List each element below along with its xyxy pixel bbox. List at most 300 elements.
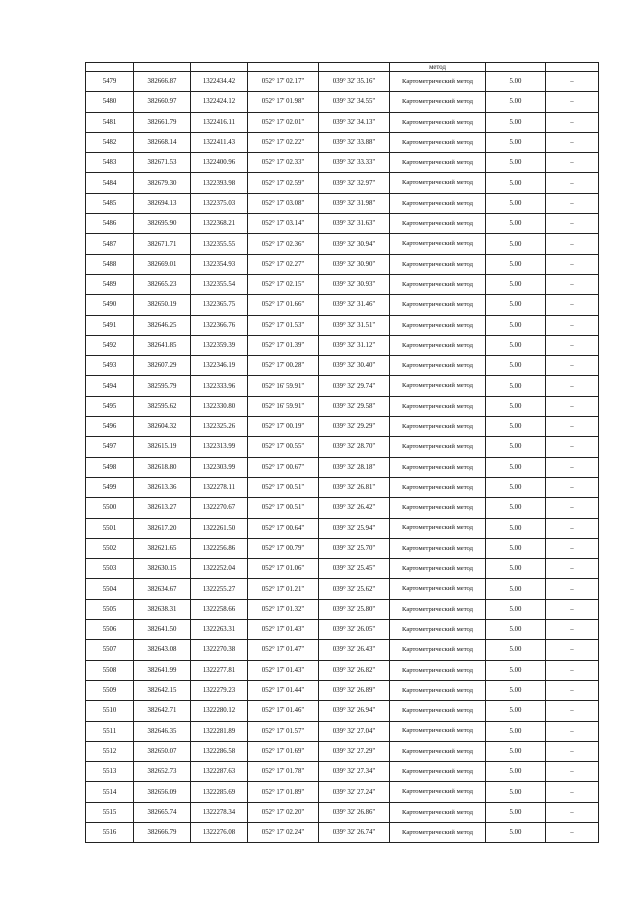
longitude-cell: 039° 32' 28.70" [319,437,390,457]
longitude-cell: 039° 32' 31.98" [319,193,390,213]
point-number-cell: 5486 [86,214,134,234]
longitude-cell: 039° 32' 25.45" [319,559,390,579]
coordinate-y-cell: 1322355.55 [191,234,248,254]
point-number-cell: 5488 [86,254,134,274]
table-row [86,477,599,497]
method-cell: Картометрический метод [390,376,486,396]
point-number-cell: 5500 [86,498,134,518]
longitude-cell: 039° 32' 25.80" [319,599,390,619]
coordinate-y-cell: 1322256.86 [191,538,248,558]
latitude-cell: 052° 17' 02.17" [248,72,319,92]
latitude-cell: 052° 17' 03.14" [248,214,319,234]
table-row [86,376,599,396]
latitude-cell: 052° 17' 02.22" [248,132,319,152]
method-cell: Картометрический метод [390,620,486,640]
latitude-cell: 052° 17' 00.79" [248,538,319,558]
coordinate-y-cell: 1322434.42 [191,72,248,92]
coordinate-x-cell: 382694.13 [134,193,191,213]
note-cell: – [546,721,599,741]
coordinate-y-cell: 1322416.11 [191,112,248,132]
coordinate-y-cell: 1322277.81 [191,660,248,680]
table-row [86,315,599,335]
method-cell: Картометрический метод [390,132,486,152]
accuracy-cell: 5.00 [486,741,546,761]
method-cell: Картометрический метод [390,457,486,477]
coordinate-x-cell: 382656.09 [134,782,191,802]
point-number-cell: 5510 [86,701,134,721]
method-cell: Картометрический метод [390,295,486,315]
table-row [86,254,599,274]
method-cell: Картометрический метод [390,112,486,132]
point-number-cell: 5483 [86,153,134,173]
method-cell: Картометрический метод [390,72,486,92]
note-cell: – [546,599,599,619]
method-cell: Картометрический метод [390,153,486,173]
coordinate-y-cell: 1322355.54 [191,274,248,294]
method-cell: Картометрический метод [390,741,486,761]
longitude-cell: 039° 32' 25.94" [319,518,390,538]
longitude-cell: 039° 32' 26.74" [319,822,390,842]
accuracy-cell: 5.00 [486,457,546,477]
longitude-cell: 039° 32' 31.51" [319,315,390,335]
accuracy-cell: 5.00 [486,599,546,619]
coordinate-x-cell: 382613.27 [134,498,191,518]
table-row [86,538,599,558]
table-row [86,335,599,355]
coordinate-x-cell: 382641.85 [134,335,191,355]
point-number-cell: 5487 [86,234,134,254]
accuracy-cell: 5.00 [486,538,546,558]
latitude-cell: 052° 17' 01.69" [248,741,319,761]
point-number-cell: 5514 [86,782,134,802]
coordinate-y-cell: 1322279.23 [191,680,248,700]
longitude-cell: 039° 32' 26.05" [319,620,390,640]
longitude-cell: 039° 32' 27.24" [319,782,390,802]
point-number-cell: 5485 [86,193,134,213]
note-cell: – [546,620,599,640]
method-cell: Картометрический метод [390,721,486,741]
coordinate-y-cell: 1322333.96 [191,376,248,396]
method-cell: Картометрический метод [390,660,486,680]
note-cell: – [546,274,599,294]
longitude-cell: 039° 32' 26.43" [319,640,390,660]
accuracy-cell: 5.00 [486,112,546,132]
coordinate-y-cell: 1322313.99 [191,437,248,457]
point-number-cell: 5497 [86,437,134,457]
latitude-cell: 052° 17' 00.51" [248,477,319,497]
note-cell: – [546,92,599,112]
table-row [86,295,599,315]
coordinate-y-cell: 1322285.69 [191,782,248,802]
coordinate-x-cell: 382666.79 [134,822,191,842]
coordinate-y-cell: 1322359.39 [191,335,248,355]
coordinate-y-cell: 1322365.75 [191,295,248,315]
coordinate-y-cell: 1322261.50 [191,518,248,538]
carry-over-cell-lon [319,63,390,72]
method-cell: Картометрический метод [390,437,486,457]
note-cell: – [546,193,599,213]
note-cell: – [546,741,599,761]
accuracy-cell: 5.00 [486,153,546,173]
method-cell: Картометрический метод [390,599,486,619]
latitude-cell: 052° 17' 01.98" [248,92,319,112]
latitude-cell: 052° 17' 01.21" [248,579,319,599]
accuracy-cell: 5.00 [486,802,546,822]
latitude-cell: 052° 17' 02.36" [248,234,319,254]
coordinate-x-cell: 382642.71 [134,701,191,721]
accuracy-cell: 5.00 [486,680,546,700]
accuracy-cell: 5.00 [486,214,546,234]
method-cell: Картометрический метод [390,559,486,579]
table-row [86,457,599,477]
coordinate-y-cell: 1322278.34 [191,802,248,822]
coordinate-y-cell: 1322424.12 [191,92,248,112]
accuracy-cell: 5.00 [486,660,546,680]
latitude-cell: 052° 17' 01.66" [248,295,319,315]
coordinate-y-cell: 1322393.98 [191,173,248,193]
coordinate-x-cell: 382671.71 [134,234,191,254]
table-row [86,559,599,579]
coordinate-x-cell: 382630.15 [134,559,191,579]
accuracy-cell: 5.00 [486,559,546,579]
method-cell: Картометрический метод [390,680,486,700]
longitude-cell: 039° 32' 29.74" [319,376,390,396]
point-number-cell: 5501 [86,518,134,538]
latitude-cell: 052° 17' 00.67" [248,457,319,477]
coordinate-x-cell: 382621.65 [134,538,191,558]
method-cell: Картометрический метод [390,396,486,416]
longitude-cell: 039° 32' 27.34" [319,762,390,782]
note-cell: – [546,153,599,173]
longitude-cell: 039° 32' 25.62" [319,579,390,599]
coordinate-y-cell: 1322252.04 [191,559,248,579]
latitude-cell: 052° 17' 03.08" [248,193,319,213]
table-row [86,680,599,700]
table-row [86,822,599,842]
note-cell: – [546,396,599,416]
table-row [86,437,599,457]
accuracy-cell: 5.00 [486,132,546,152]
longitude-cell: 039° 32' 29.29" [319,417,390,437]
longitude-cell: 039° 32' 29.58" [319,396,390,416]
accuracy-cell: 5.00 [486,396,546,416]
method-cell: Картометрический метод [390,315,486,335]
table-row [86,234,599,254]
coordinate-x-cell: 382660.97 [134,92,191,112]
latitude-cell: 052° 16' 59.91" [248,396,319,416]
latitude-cell: 052° 17' 02.24" [248,822,319,842]
accuracy-cell: 5.00 [486,356,546,376]
coordinate-y-cell: 1322286.58 [191,741,248,761]
accuracy-cell: 5.00 [486,315,546,335]
latitude-cell: 052° 17' 01.46" [248,701,319,721]
coordinate-x-cell: 382638.31 [134,599,191,619]
accuracy-cell: 5.00 [486,173,546,193]
coordinate-x-cell: 382665.23 [134,274,191,294]
method-cell: Картометрический метод [390,356,486,376]
coordinate-y-cell: 1322270.67 [191,498,248,518]
point-number-cell: 5512 [86,741,134,761]
note-cell: – [546,234,599,254]
coordinate-y-cell: 1322325.26 [191,417,248,437]
table-row [86,802,599,822]
note-cell: – [546,132,599,152]
accuracy-cell: 5.00 [486,498,546,518]
method-cell: Картометрический метод [390,193,486,213]
method-cell: Картометрический метод [390,214,486,234]
note-cell: – [546,782,599,802]
point-number-cell: 5498 [86,457,134,477]
method-cell: Картометрический метод [390,538,486,558]
method-cell: Картометрический метод [390,802,486,822]
point-number-cell: 5506 [86,620,134,640]
coordinate-y-cell: 1322346.19 [191,356,248,376]
method-cell: Картометрический метод [390,234,486,254]
method-cell: Картометрический метод [390,579,486,599]
note-cell: – [546,315,599,335]
method-cell: Картометрический метод [390,762,486,782]
coordinate-x-cell: 382643.08 [134,640,191,660]
table-row [86,396,599,416]
coordinate-y-cell: 1322287.63 [191,762,248,782]
longitude-cell: 039° 32' 33.88" [319,132,390,152]
accuracy-cell: 5.00 [486,721,546,741]
table-row [86,701,599,721]
point-number-cell: 5504 [86,579,134,599]
latitude-cell: 052° 17' 01.44" [248,680,319,700]
note-cell: – [546,112,599,132]
note-cell: – [546,457,599,477]
latitude-cell: 052° 17' 00.64" [248,518,319,538]
table-row [86,640,599,660]
table-row [86,518,599,538]
table-row [86,498,599,518]
longitude-cell: 039° 32' 35.16" [319,72,390,92]
longitude-cell: 039° 32' 31.63" [319,214,390,234]
carry-over-cell-number [86,63,134,72]
table-row [86,620,599,640]
note-cell: – [546,356,599,376]
note-cell: – [546,498,599,518]
method-cell: Картометрический метод [390,417,486,437]
method-cell: Картометрический метод [390,701,486,721]
coordinate-x-cell: 382617.20 [134,518,191,538]
point-number-cell: 5492 [86,335,134,355]
latitude-cell: 052° 17' 01.32" [248,599,319,619]
accuracy-cell: 5.00 [486,620,546,640]
carry-over-cell-note [546,63,599,72]
accuracy-cell: 5.00 [486,579,546,599]
table-row [86,741,599,761]
table-row [86,214,599,234]
point-number-cell: 5499 [86,477,134,497]
latitude-cell: 052° 17' 01.53" [248,315,319,335]
note-cell: – [546,335,599,355]
coordinate-x-cell: 382646.25 [134,315,191,335]
coordinate-x-cell: 382679.30 [134,173,191,193]
latitude-cell: 052° 17' 01.57" [248,721,319,741]
coordinate-x-cell: 382615.19 [134,437,191,457]
coordinate-x-cell: 382613.36 [134,477,191,497]
coordinate-x-cell: 382642.15 [134,680,191,700]
coordinate-y-cell: 1322368.21 [191,214,248,234]
document-page [85,62,598,843]
longitude-cell: 039° 32' 34.13" [319,112,390,132]
method-cell: Картометрический метод [390,822,486,842]
accuracy-cell: 5.00 [486,822,546,842]
note-cell: – [546,701,599,721]
note-cell: – [546,762,599,782]
latitude-cell: 052° 17' 01.78" [248,762,319,782]
coordinate-x-cell: 382634.67 [134,579,191,599]
coordinate-y-cell: 1322258.66 [191,599,248,619]
point-number-cell: 5491 [86,315,134,335]
latitude-cell: 052° 17' 00.19" [248,417,319,437]
latitude-cell: 052° 16' 59.91" [248,376,319,396]
note-cell: – [546,437,599,457]
table-row [86,112,599,132]
longitude-cell: 039° 32' 32.97" [319,173,390,193]
accuracy-cell: 5.00 [486,701,546,721]
coordinate-y-cell: 1322270.38 [191,640,248,660]
note-cell: – [546,477,599,497]
coordinate-y-cell: 1322400.96 [191,153,248,173]
longitude-cell: 039° 32' 30.90" [319,254,390,274]
table-row [86,92,599,112]
coordinate-x-cell: 382650.07 [134,741,191,761]
accuracy-cell: 5.00 [486,92,546,112]
coordinates-table [85,62,599,843]
point-number-cell: 5494 [86,376,134,396]
accuracy-cell: 5.00 [486,782,546,802]
accuracy-cell: 5.00 [486,274,546,294]
latitude-cell: 052° 17' 01.47" [248,640,319,660]
accuracy-cell: 5.00 [486,437,546,457]
table-row [86,153,599,173]
carry-over-row [86,63,599,72]
coordinates-table-body [86,63,599,843]
table-row [86,72,599,92]
note-cell: – [546,518,599,538]
point-number-cell: 5516 [86,822,134,842]
accuracy-cell: 5.00 [486,193,546,213]
accuracy-cell: 5.00 [486,254,546,274]
longitude-cell: 039° 32' 26.42" [319,498,390,518]
point-number-cell: 5513 [86,762,134,782]
accuracy-cell: 5.00 [486,376,546,396]
coordinate-y-cell: 1322354.93 [191,254,248,274]
table-row [86,356,599,376]
point-number-cell: 5489 [86,274,134,294]
latitude-cell: 052° 17' 02.59" [248,173,319,193]
accuracy-cell: 5.00 [486,72,546,92]
carry-over-cell-lat [248,63,319,72]
longitude-cell: 039° 32' 26.89" [319,680,390,700]
method-cell: Картометрический метод [390,92,486,112]
coordinate-x-cell: 382671.53 [134,153,191,173]
longitude-cell: 039° 32' 30.40" [319,356,390,376]
longitude-cell: 039° 32' 30.94" [319,234,390,254]
point-number-cell: 5481 [86,112,134,132]
latitude-cell: 052° 17' 02.01" [248,112,319,132]
latitude-cell: 052° 17' 01.06" [248,559,319,579]
note-cell: – [546,214,599,234]
coordinate-y-cell: 1322411.43 [191,132,248,152]
note-cell: – [546,802,599,822]
note-cell: – [546,822,599,842]
coordinate-x-cell: 382666.87 [134,72,191,92]
point-number-cell: 5509 [86,680,134,700]
coordinate-x-cell: 382668.14 [134,132,191,152]
method-cell: Картометрический метод [390,498,486,518]
point-number-cell: 5496 [86,417,134,437]
note-cell: – [546,640,599,660]
table-row [86,417,599,437]
coordinate-x-cell: 382661.79 [134,112,191,132]
coordinate-y-cell: 1322366.76 [191,315,248,335]
table-row [86,721,599,741]
longitude-cell: 039° 32' 26.82" [319,660,390,680]
method-cell: Картометрический метод [390,335,486,355]
coordinate-y-cell: 1322263.31 [191,620,248,640]
latitude-cell: 052° 17' 01.39" [248,335,319,355]
latitude-cell: 052° 17' 01.89" [248,782,319,802]
method-cell: Картометрический метод [390,518,486,538]
accuracy-cell: 5.00 [486,518,546,538]
latitude-cell: 052° 17' 01.43" [248,660,319,680]
note-cell: – [546,72,599,92]
note-cell: – [546,559,599,579]
coordinate-x-cell: 382595.62 [134,396,191,416]
latitude-cell: 052° 17' 00.28" [248,356,319,376]
table-row [86,660,599,680]
coordinate-x-cell: 382665.74 [134,802,191,822]
longitude-cell: 039° 32' 26.81" [319,477,390,497]
table-row [86,173,599,193]
coordinate-x-cell: 382641.99 [134,660,191,680]
longitude-cell: 039° 32' 26.86" [319,802,390,822]
point-number-cell: 5493 [86,356,134,376]
table-row [86,132,599,152]
note-cell: – [546,254,599,274]
coordinate-x-cell: 382595.79 [134,376,191,396]
note-cell: – [546,376,599,396]
method-cell: Картометрический метод [390,782,486,802]
coordinate-y-cell: 1322375.03 [191,193,248,213]
note-cell: – [546,538,599,558]
table-row [86,762,599,782]
point-number-cell: 5511 [86,721,134,741]
longitude-cell: 039° 32' 27.04" [319,721,390,741]
accuracy-cell: 5.00 [486,234,546,254]
note-cell: – [546,295,599,315]
note-cell: – [546,579,599,599]
point-number-cell: 5508 [86,660,134,680]
table-row [86,782,599,802]
carry-over-cell-y [191,63,248,72]
latitude-cell: 052° 17' 02.33" [248,153,319,173]
carry-over-cell-method: метод [390,63,486,72]
latitude-cell: 052° 17' 00.51" [248,498,319,518]
accuracy-cell: 5.00 [486,477,546,497]
note-cell: – [546,680,599,700]
coordinate-y-cell: 1322303.99 [191,457,248,477]
note-cell: – [546,660,599,680]
point-number-cell: 5502 [86,538,134,558]
carry-over-cell-x [134,63,191,72]
coordinate-x-cell: 382652.73 [134,762,191,782]
coordinate-y-cell: 1322280.12 [191,701,248,721]
